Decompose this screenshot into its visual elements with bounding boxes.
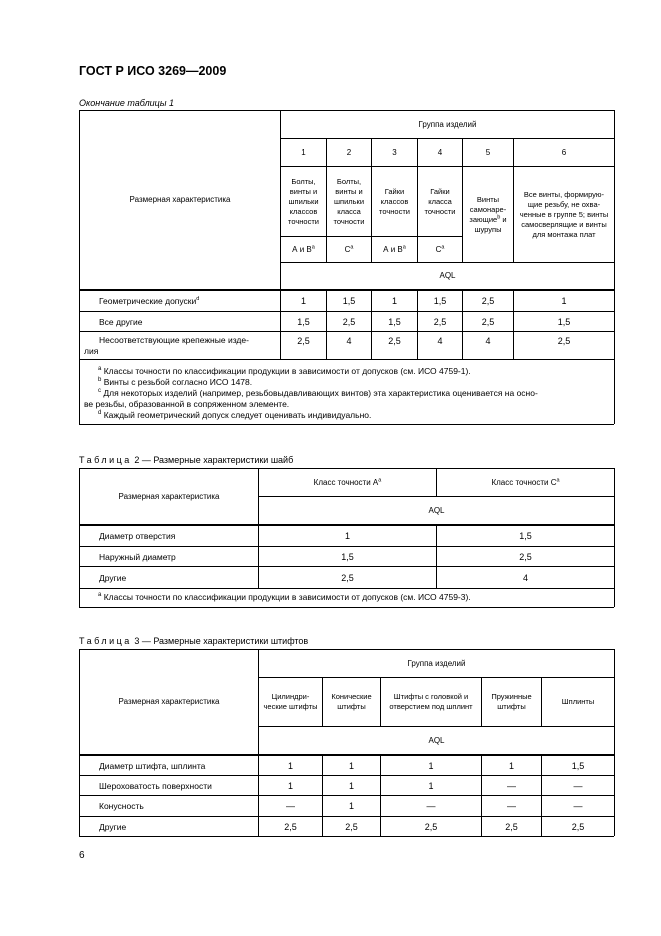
table1-cell: 1,5 (342, 296, 356, 306)
table3-column-header: Конические штифты (331, 692, 372, 711)
document-header: ГОСТ Р ИСО 3269—2009 (79, 64, 227, 78)
table3-cell: — (507, 801, 516, 811)
table2-cell: 1,5 (341, 551, 354, 562)
table2-column-header: Класс точности $А^a$ (313, 476, 382, 487)
table1-cell: 2,5 (481, 316, 495, 327)
table1-group-desc: Гайки классов точности (379, 186, 410, 216)
table3-cell: — (426, 801, 436, 811)
table3-group-header: Группа изделий (407, 658, 466, 668)
table3-cell: — (286, 801, 295, 811)
table1-group-desc-5: Винты самонаре- зающие$^b$ и шурупы (469, 194, 507, 234)
table3-aql: AQL (428, 735, 445, 745)
table3-column-header: Цилиндри- ческие штифты (263, 692, 318, 711)
table3-row-header: Размерная характеристика (118, 697, 220, 706)
table2-cell: 2,5 (519, 551, 532, 562)
table1-group-number: 5 (485, 147, 491, 157)
table2-row-label: Другие (99, 572, 127, 583)
table1-cell: 4 (346, 336, 352, 346)
table1-group-number: 6 (561, 147, 567, 157)
table1-class-cell: $С^a$ (435, 243, 445, 254)
table2-column-header: Класс точности $С^a$ (491, 476, 560, 487)
table1-cell: 1 (300, 296, 306, 306)
table2-footnote: $^a$ Классы точности по классификации продукции в зависимости от допусков (см. ИСО 4759-3). (98, 592, 471, 602)
table1-row-label: Геометрические допуски$^d$ (99, 296, 200, 306)
table1-group-number: 2 (346, 147, 352, 157)
table1-cell: 4 (437, 336, 443, 346)
footnote: $^c$ Для некоторых изделий (например, резьбовыдавливающих винтов) эта характеристика оценивается на осно- (98, 388, 538, 398)
table3-cell: — (573, 780, 583, 791)
table3-cell: 1 (287, 780, 293, 791)
table1-cell: 2,5 (342, 316, 356, 327)
table1-continuation-label: Окончание таблицы 1 (79, 98, 174, 108)
table2-cell: 1 (344, 531, 350, 541)
table1-cell: 2,5 (388, 336, 401, 346)
table2-aql: AQL (428, 505, 445, 515)
table1-group-number: 3 (392, 147, 397, 157)
page-number: 6 (79, 850, 85, 861)
table1-cell: 1 (561, 296, 567, 306)
table1-group-desc: Болты, винты и шпильки классов точности (288, 176, 319, 226)
table3-cell: — (573, 801, 583, 811)
table1-row-label: Все другие (99, 316, 143, 327)
table1-class-cell: $С^a$ (344, 243, 354, 254)
table1-row-label: Несоответствующие крепежные изде- лия (84, 335, 249, 356)
table1-group-number: 1 (301, 147, 306, 157)
table1-aql: AQL (439, 271, 456, 280)
table3-cell: 2,5 (345, 821, 358, 832)
table1-cell: 2,5 (481, 296, 495, 306)
table3-column-header: Пружинные штифты (491, 692, 532, 711)
footnote: $^a$ Классы точности по классификации продукции в зависимости от допусков (см. ИСО 4759-1). (98, 366, 471, 376)
table1-cell: 2,5 (433, 316, 447, 327)
table1-group-desc: Все винты, формирую- щие резьбу, не охва- ченные в группе 5; винты самосверлящие и винты для монтажа плат (519, 189, 609, 239)
table2-caption: Таблица 2 — Размерные характеристики шайб (79, 455, 294, 465)
table3-row-label: Конусность (99, 801, 144, 811)
table1-cell: 1,5 (388, 316, 401, 327)
table1-cell: 2,5 (297, 336, 310, 346)
table1-cell: 1,5 (433, 296, 447, 306)
table1-class-cell: А и $В^a$ (292, 243, 315, 254)
table3-cell: 1 (428, 780, 434, 791)
table3-cell: 2,5 (284, 821, 297, 832)
table3-cell: 1 (287, 760, 293, 771)
table3-column-header: Штифты с головкой и отверстием под шплинт (389, 692, 473, 711)
table1-cell: 1,5 (297, 316, 310, 327)
table2-cell: 2,5 (341, 572, 354, 583)
table1-footnotes (84, 366, 610, 421)
table3-column-header: Шплинты (561, 697, 595, 706)
table2-cell: 4 (522, 572, 528, 583)
table1-row-header: Размерная характеристика (129, 195, 231, 204)
footnote: ве резьбы, образованной в сопряженном элементе. (84, 399, 290, 409)
table1-cell: 1,5 (557, 316, 571, 327)
table3-row-label: Шероховатость поверхности (99, 780, 212, 791)
table3-cell: 1 (348, 780, 354, 791)
table1-group-desc: Гайки класса точности (424, 186, 456, 216)
table1-class-cell: А и $В^a$ (383, 243, 406, 254)
footnote: $^d$ Каждый геометрический допуск следует оценивать индивидуально. (98, 410, 372, 420)
table3-row-label: Диаметр штифта, шплинта (99, 760, 206, 771)
table1-cell: 1 (391, 296, 397, 306)
table3-cell: 1,5 (571, 760, 585, 771)
table3-caption: Таблица 3 — Размерные характеристики штифтов (79, 636, 309, 646)
table3-cell: 2,5 (424, 821, 438, 832)
table2-row-label: Диаметр отверстия (99, 531, 176, 541)
table2-row-label: Наружный диаметр (99, 551, 176, 562)
table2-row-header: Размерная характеристика (118, 491, 220, 501)
table3-cell: 2,5 (505, 821, 518, 832)
table3-cell: 1 (508, 760, 514, 771)
table2-cell: 1,5 (519, 531, 532, 541)
table1-cell: 4 (485, 336, 491, 346)
table3-cell: 1 (348, 760, 354, 771)
table3-cell: 2,5 (571, 821, 585, 832)
table1-group-header: Группа изделий (418, 119, 477, 129)
footnote: $^b$ Винты с резьбой согласно ИСО 1478. (98, 377, 253, 387)
table1-cell: 2,5 (557, 336, 571, 346)
table1-group-desc: Болты, винты и шпильки класса точности (333, 176, 365, 226)
table3-cell: 1 (348, 801, 354, 811)
table1-group-number: 4 (437, 147, 443, 157)
table3-cell: 1 (428, 760, 434, 771)
table3-row-label: Другие (99, 821, 127, 832)
table3-cell: — (507, 780, 516, 791)
